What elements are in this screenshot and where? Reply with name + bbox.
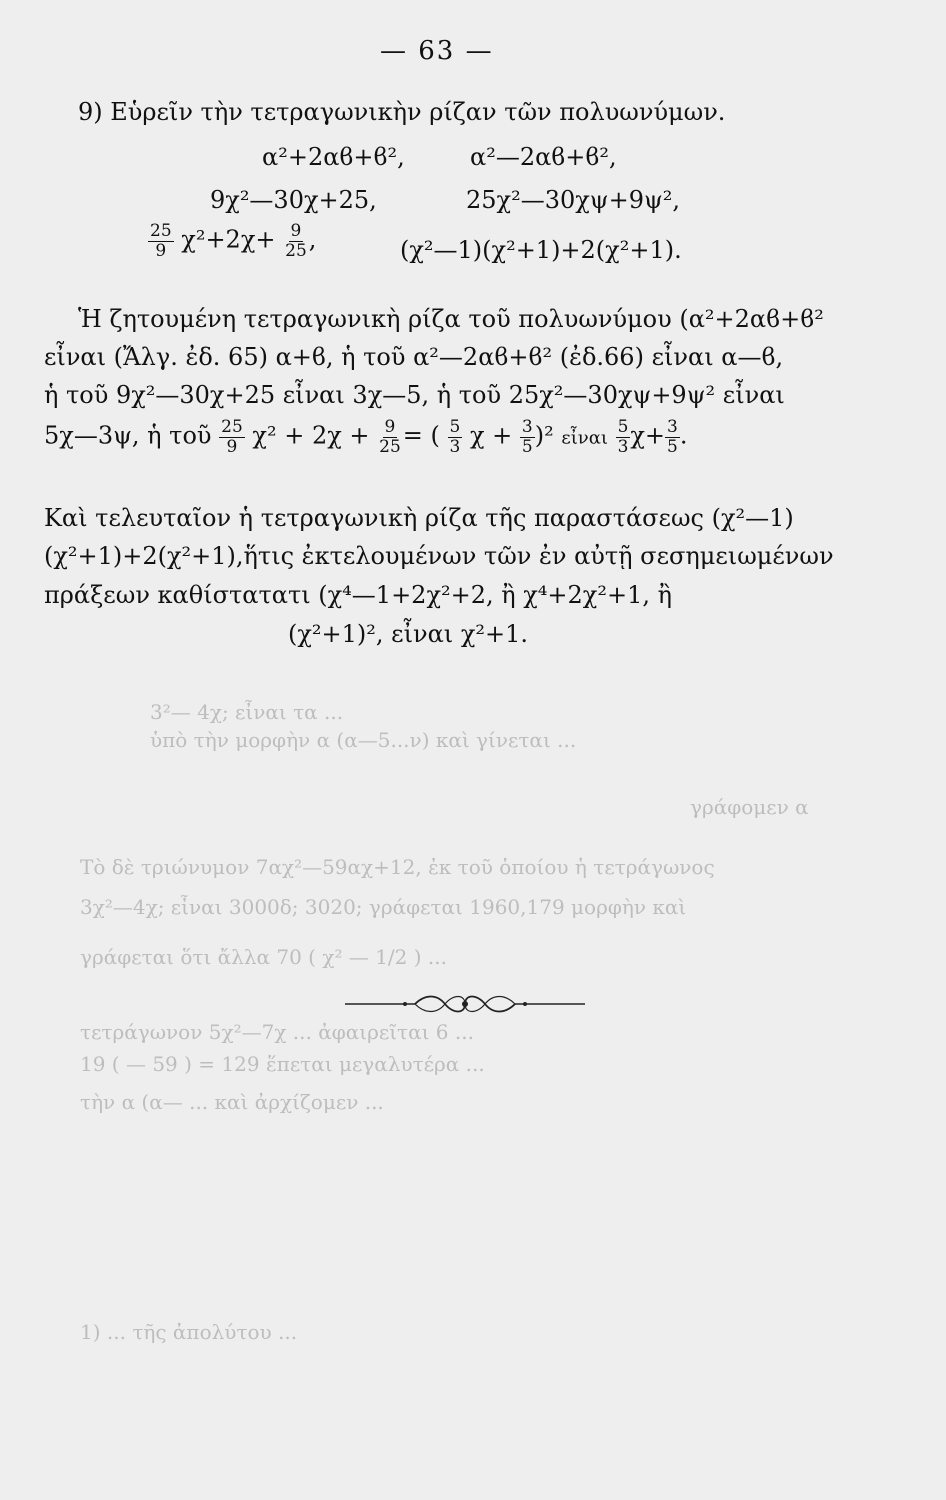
bleed-through-line: 3χ²—4χ; εἶναι 3000δ; 3020; γράφεται 1960,179 μορφὴν καὶ <box>80 895 687 919</box>
bleed-through-line: τὴν α (α— ... καὶ ἀρχίζομεν ... <box>80 1090 384 1114</box>
bleed-through-line: γράφεται ὅτι ἄλλα 70 ( χ² — 1/2 ) ... <box>80 945 447 969</box>
expression: 9χ²—30χ+25, <box>210 186 377 214</box>
fraction: $\frac{9}{25}$ <box>379 417 401 457</box>
expression: 25χ²—30χψ+9ψ², <box>466 186 681 214</box>
bleed-through-line: 3²— 4χ; εἶναι τα ... <box>150 700 344 724</box>
bleed-through-line: Τὸ δὲ τριώνυμον 7αχ²—59αχ+12, ἐκ τοῦ ὁποίου ἡ τετράγωνος <box>80 855 715 879</box>
ornament-divider-icon <box>345 990 585 1018</box>
fraction: $\frac{3}{5}$ <box>521 417 533 457</box>
fraction: $\frac{9}{25}$ <box>285 221 307 261</box>
paragraph-line: πράξεων καθίστατατι (χ⁴—1+2χ²+2, ἢ χ⁴+2χ²+1, ἢ <box>44 581 672 609</box>
expression: (χ²—1)(χ²+1)+2(χ²+1). <box>400 236 682 264</box>
fraction: $\frac{3}{5}$ <box>667 417 678 457</box>
fraction: $\frac{5}{3}$ <box>617 417 629 457</box>
bleed-through-line: ὑπὸ τὴν μορφὴν α (α—5...ν) καὶ γίνεται ... <box>150 728 577 752</box>
exercise-heading: 9) Εὑρεῖν τὴν τετραγωνικὴν ρίζαν τῶν πολυωνύμων. <box>78 98 726 126</box>
bleed-through-line: γράφομεν α <box>690 795 809 819</box>
expression-fractional: $\frac{25}{9}$ χ²+2χ+ $\frac{9}{25}$ , <box>150 221 317 261</box>
fraction: $\frac{5}{3}$ <box>449 417 461 457</box>
paragraph-line: Καὶ τελευταῖον ἡ τετραγωνικὴ ρίζα τῆς παραστάσεως (χ²—1) <box>44 504 794 532</box>
paragraph-line: (χ²+1)², εἶναι χ²+1. <box>288 620 528 648</box>
fraction: $\frac{25}{9}$ <box>221 417 243 457</box>
paragraph-line: (χ²+1)+2(χ²+1),ἥτις ἐκτελουμένων τῶν ἐν αὐτῇ σεσημειωμένων <box>44 542 834 570</box>
paragraph-line: ἡ τοῦ 9χ²—30χ+25 εἶναι 3χ—5, ἡ τοῦ 25χ²—30χψ+9ψ² εἶναι <box>44 381 785 409</box>
paragraph-line: Ἡ ζητουμένη τετραγωνικὴ ρίζα τοῦ πολυωνύμου (α²+2αϐ+ϐ² <box>78 305 824 333</box>
paragraph-line-fractional: 5χ—3ψ, ἡ τοῦ $\frac{25}{9}$ χ² + 2χ + $\frac{9}{25}$ = ( $\frac{5}{3}$ χ + $\frac{3}{5}$ )² εἶναι $\frac{5}{3}$ χ+ $\frac{3}{5}$ . <box>44 417 688 457</box>
fraction: $\frac{25}{9}$ <box>150 221 172 261</box>
bleed-through-line: 1) ... τῆς ἀπολύτου ... <box>80 1320 298 1344</box>
bleed-through-line: τετράγωνον 5χ²—7χ ... ἀφαιρεῖται 6 ... <box>80 1020 474 1044</box>
expression: α²—2αϐ+ϐ², <box>470 143 617 171</box>
page-number: — 63 — <box>380 36 494 66</box>
paragraph-line: εἶναι (Ἄλγ. ἐδ. 65) α+ϐ, ἡ τοῦ α²—2αϐ+ϐ² (ἐδ.66) εἶναι α—ϐ, <box>44 343 784 371</box>
expression: α²+2αϐ+ϐ², <box>262 143 405 171</box>
bleed-through-line: 19 ( — 59 ) = 129 ἕπεται μεγαλυτέρα ... <box>80 1052 485 1076</box>
